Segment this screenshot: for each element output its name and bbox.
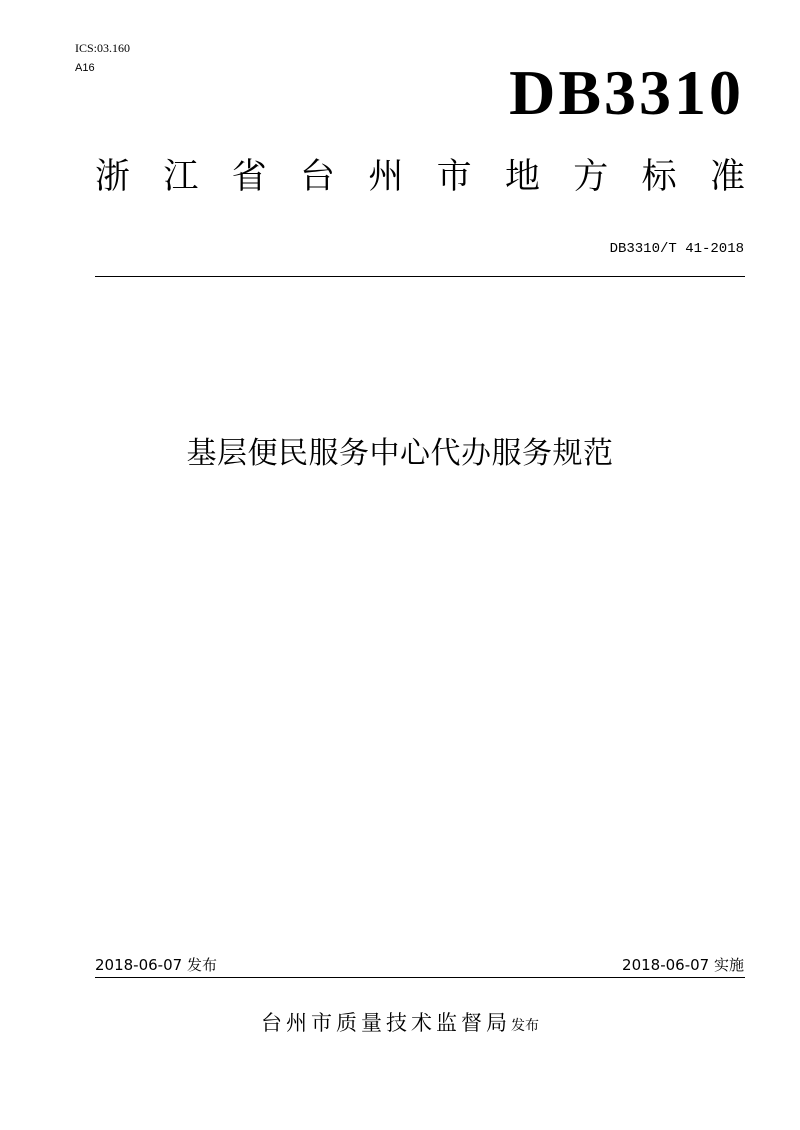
standard-kind-char: 台	[299, 157, 335, 197]
standard-kind	[95, 155, 745, 199]
footer-divider	[95, 977, 745, 978]
document-title: 基层便民服务中心代办服务规范	[186, 436, 614, 471]
standard-kind-char: 准	[709, 157, 745, 197]
standard-code: DB3310	[509, 57, 744, 128]
standard-kind-char: 方	[573, 157, 609, 197]
issuer-line	[0, 1008, 800, 1041]
standard-number: DB3310/T 41-2018	[609, 241, 744, 257]
issuer-suffix: 发布	[511, 1018, 539, 1034]
header-divider	[95, 276, 745, 277]
standard-kind-char: 江	[163, 157, 199, 197]
standard-kind-char: 标	[641, 157, 677, 197]
standard-kind-char: 州	[368, 157, 404, 197]
issue-date: 2018-06-07 发布	[95, 956, 217, 974]
standard-kind-char: 浙	[95, 157, 131, 197]
ics-code: ICS:03.160	[75, 41, 131, 55]
implementation-date: 2018-06-07 实施	[622, 956, 744, 974]
standard-kind-char: 市	[436, 157, 472, 197]
issuer-name: 台州市质量技术监督局	[261, 1011, 511, 1035]
classification-code: A16	[75, 62, 95, 74]
standard-kind-char: 地	[504, 157, 540, 197]
standard-kind-char: 省	[231, 157, 267, 197]
